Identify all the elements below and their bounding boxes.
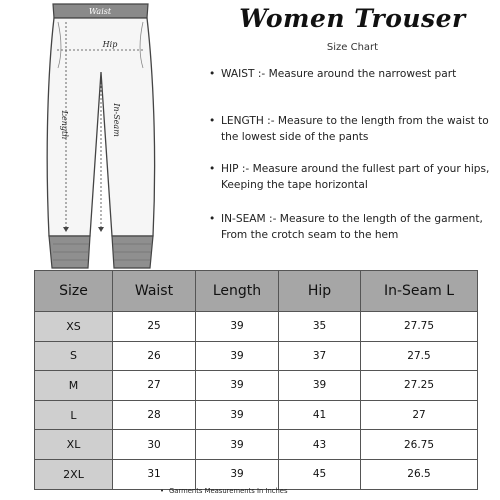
cell-length: 39 [196,312,279,342]
length-label: Length [60,110,69,140]
cell-inseam: 27 [361,400,478,430]
cell-length: 39 [196,430,279,460]
instruction-hip [209,162,493,194]
header-size: Size [35,271,113,312]
instruction-length [209,114,493,146]
cell-inseam: 27.75 [361,312,478,342]
cell-inseam: 27.25 [361,371,478,401]
footnote-text: Garments Measurements In Inches [169,487,288,495]
table-row [35,400,478,430]
bullet-icon: • [209,68,216,80]
table-row [35,312,478,342]
header-hip: Hip [279,271,361,312]
header-inseam: In-Seam L [361,271,478,312]
inseam-label: In-Seam [112,103,121,137]
table-row [35,430,478,460]
page-subtitle: Size Chart [326,42,379,53]
page-title: Women Trouser [239,4,466,33]
cell-inseam: 26.5 [361,459,478,489]
header-waist: Waist [113,271,196,312]
cell-length: 39 [196,400,279,430]
cell-hip: 35 [279,312,361,342]
table-header-row [35,271,478,312]
trouser-illustration [0,0,200,275]
bullet-icon: • [160,487,165,495]
table-row [35,341,478,371]
cell-inseam: 26.75 [361,430,478,460]
cell-size: 2XL [35,459,113,489]
cell-length: 39 [196,459,279,489]
table-row [35,459,478,489]
instruction-text: IN-SEAM :- Measure to the length of the garment, From the crotch seam to the hem [221,213,483,241]
cell-length: 39 [196,371,279,401]
cell-inseam: 27.5 [361,341,478,371]
cell-size: XS [35,312,113,342]
table-row [35,371,478,401]
instruction-text: HIP :- Measure around the fullest part of your hips, Keeping the tape horizontal [221,163,490,191]
bullet-icon: • [209,213,216,225]
waist-label: Waist [88,7,112,16]
cell-hip: 45 [279,459,361,489]
cell-waist: 31 [113,459,196,489]
bullet-icon: • [209,115,216,127]
instruction-inseam [209,212,493,244]
cell-hip: 37 [279,341,361,371]
bullet-icon: • [209,163,216,175]
cell-hip: 39 [279,371,361,401]
cell-waist: 25 [113,312,196,342]
cell-waist: 28 [113,400,196,430]
size-chart-table [34,270,478,490]
cell-waist: 26 [113,341,196,371]
cell-length: 39 [196,341,279,371]
instruction-text: LENGTH :- Measure to the length from the waist to the lowest side of the pants [221,115,489,143]
cell-size: XL [35,430,113,460]
instruction-waist [209,67,493,83]
header-length: Length [196,271,279,312]
inseam-arrow-icon [98,227,104,232]
cell-hip: 43 [279,430,361,460]
hip-label: Hip [102,40,118,49]
cell-size: S [35,341,113,371]
footnote [160,487,288,495]
cell-size: L [35,400,113,430]
cell-size: M [35,371,113,401]
instruction-text: WAIST :- Measure around the narrowest part [221,68,457,80]
cell-hip: 41 [279,400,361,430]
cell-waist: 27 [113,371,196,401]
cell-waist: 30 [113,430,196,460]
